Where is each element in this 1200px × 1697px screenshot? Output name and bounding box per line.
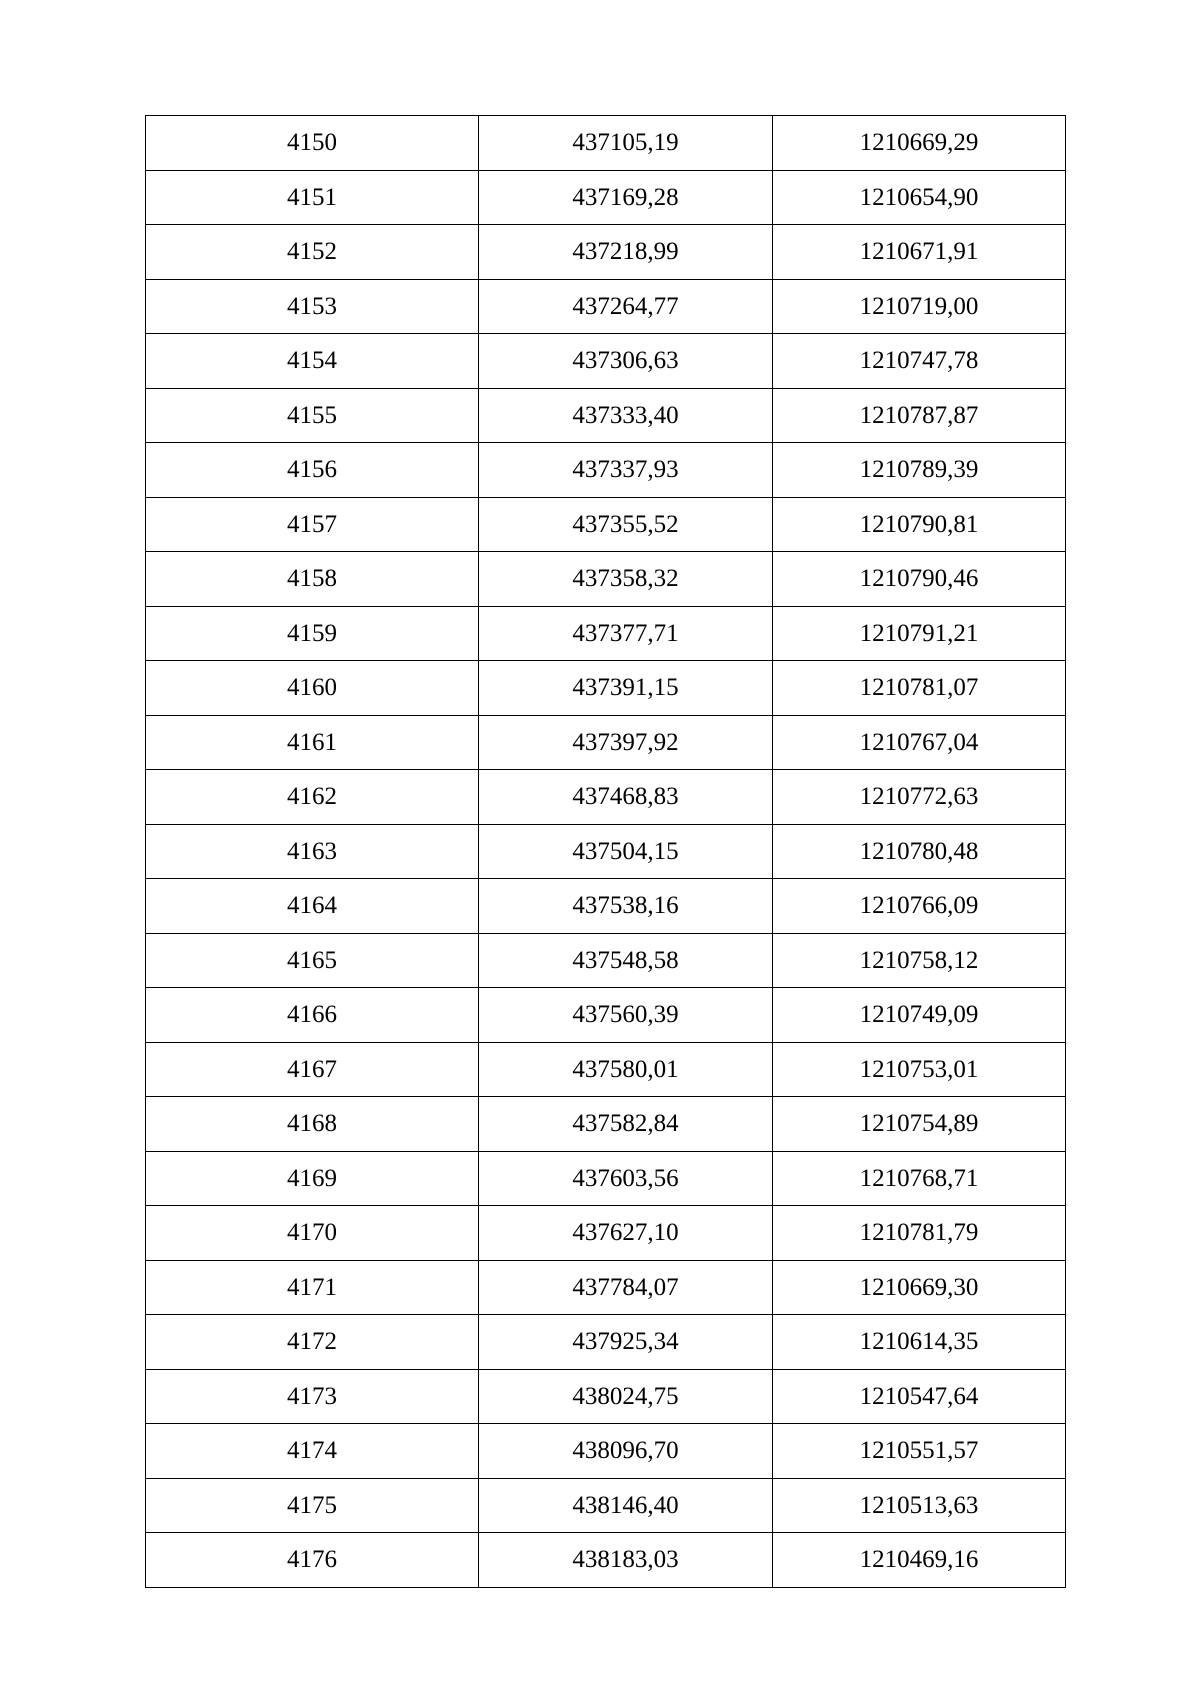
point-number-cell: 4163: [146, 824, 479, 879]
point-number-cell: 4159: [146, 606, 479, 661]
point-number-cell: 4150: [146, 116, 479, 171]
point-number-cell: 4158: [146, 552, 479, 607]
y-coordinate-cell: 1210790,46: [773, 552, 1066, 607]
table-row: [146, 1097, 1066, 1152]
y-coordinate-cell: 1210749,09: [773, 988, 1066, 1043]
y-coordinate-cell: 1210671,91: [773, 225, 1066, 280]
point-number-cell: 4154: [146, 334, 479, 389]
point-number-cell: 4173: [146, 1369, 479, 1424]
table-row: [146, 770, 1066, 825]
point-number-cell: 4166: [146, 988, 479, 1043]
table-row: [146, 334, 1066, 389]
point-number-cell: 4153: [146, 279, 479, 334]
y-coordinate-cell: 1210780,48: [773, 824, 1066, 879]
y-coordinate-cell: 1210513,63: [773, 1478, 1066, 1533]
x-coordinate-cell: 437538,16: [479, 879, 773, 934]
y-coordinate-cell: 1210767,04: [773, 715, 1066, 770]
y-coordinate-cell: 1210772,63: [773, 770, 1066, 825]
x-coordinate-cell: 437548,58: [479, 933, 773, 988]
y-coordinate-cell: 1210669,29: [773, 116, 1066, 171]
table-row: [146, 1042, 1066, 1097]
point-number-cell: 4174: [146, 1424, 479, 1479]
table-row: [146, 497, 1066, 552]
x-coordinate-cell: 437306,63: [479, 334, 773, 389]
table-row: [146, 1424, 1066, 1479]
x-coordinate-cell: 437560,39: [479, 988, 773, 1043]
x-coordinate-cell: 437105,19: [479, 116, 773, 171]
y-coordinate-cell: 1210787,87: [773, 388, 1066, 443]
point-number-cell: 4157: [146, 497, 479, 552]
y-coordinate-cell: 1210547,64: [773, 1369, 1066, 1424]
y-coordinate-cell: 1210791,21: [773, 606, 1066, 661]
y-coordinate-cell: 1210781,79: [773, 1206, 1066, 1261]
x-coordinate-cell: 437169,28: [479, 170, 773, 225]
table-row: [146, 1315, 1066, 1370]
x-coordinate-cell: 437358,32: [479, 552, 773, 607]
y-coordinate-cell: 1210747,78: [773, 334, 1066, 389]
table-row: [146, 552, 1066, 607]
x-coordinate-cell: 438096,70: [479, 1424, 773, 1479]
x-coordinate-cell: 437582,84: [479, 1097, 773, 1152]
point-number-cell: 4167: [146, 1042, 479, 1097]
table-row: [146, 1369, 1066, 1424]
x-coordinate-cell: 437580,01: [479, 1042, 773, 1097]
y-coordinate-cell: 1210669,30: [773, 1260, 1066, 1315]
point-number-cell: 4155: [146, 388, 479, 443]
point-number-cell: 4169: [146, 1151, 479, 1206]
y-coordinate-cell: 1210654,90: [773, 170, 1066, 225]
y-coordinate-cell: 1210790,81: [773, 497, 1066, 552]
point-number-cell: 4156: [146, 443, 479, 498]
x-coordinate-cell: 438183,03: [479, 1533, 773, 1588]
y-coordinate-cell: 1210758,12: [773, 933, 1066, 988]
y-coordinate-cell: 1210469,16: [773, 1533, 1066, 1588]
x-coordinate-cell: 438024,75: [479, 1369, 773, 1424]
table-row: [146, 933, 1066, 988]
table-row: [146, 1533, 1066, 1588]
table-row: [146, 443, 1066, 498]
point-number-cell: 4176: [146, 1533, 479, 1588]
table-row: [146, 388, 1066, 443]
table-row: [146, 879, 1066, 934]
x-coordinate-cell: 437377,71: [479, 606, 773, 661]
point-number-cell: 4165: [146, 933, 479, 988]
point-number-cell: 4171: [146, 1260, 479, 1315]
y-coordinate-cell: 1210719,00: [773, 279, 1066, 334]
point-number-cell: 4162: [146, 770, 479, 825]
table-row: [146, 661, 1066, 716]
y-coordinate-cell: 1210753,01: [773, 1042, 1066, 1097]
table-row: [146, 225, 1066, 280]
x-coordinate-cell: 437468,83: [479, 770, 773, 825]
x-coordinate-cell: 437264,77: [479, 279, 773, 334]
y-coordinate-cell: 1210768,71: [773, 1151, 1066, 1206]
table-row: [146, 606, 1066, 661]
table-row: [146, 1206, 1066, 1261]
x-coordinate-cell: 437627,10: [479, 1206, 773, 1261]
point-number-cell: 4152: [146, 225, 479, 280]
x-coordinate-cell: 438146,40: [479, 1478, 773, 1533]
table-row: [146, 1260, 1066, 1315]
x-coordinate-cell: 437397,92: [479, 715, 773, 770]
point-number-cell: 4161: [146, 715, 479, 770]
y-coordinate-cell: 1210754,89: [773, 1097, 1066, 1152]
table-row: [146, 170, 1066, 225]
table-row: [146, 988, 1066, 1043]
y-coordinate-cell: 1210789,39: [773, 443, 1066, 498]
coordinates-table: [145, 115, 1066, 1588]
y-coordinate-cell: 1210766,09: [773, 879, 1066, 934]
table-row: [146, 116, 1066, 171]
table-row: [146, 279, 1066, 334]
x-coordinate-cell: 437355,52: [479, 497, 773, 552]
point-number-cell: 4170: [146, 1206, 479, 1261]
y-coordinate-cell: 1210551,57: [773, 1424, 1066, 1479]
y-coordinate-cell: 1210614,35: [773, 1315, 1066, 1370]
table-row: [146, 1151, 1066, 1206]
x-coordinate-cell: 437784,07: [479, 1260, 773, 1315]
point-number-cell: 4160: [146, 661, 479, 716]
table-row: [146, 824, 1066, 879]
x-coordinate-cell: 437337,93: [479, 443, 773, 498]
x-coordinate-cell: 437925,34: [479, 1315, 773, 1370]
point-number-cell: 4172: [146, 1315, 479, 1370]
x-coordinate-cell: 437391,15: [479, 661, 773, 716]
table-row: [146, 715, 1066, 770]
point-number-cell: 4164: [146, 879, 479, 934]
x-coordinate-cell: 437333,40: [479, 388, 773, 443]
x-coordinate-cell: 437504,15: [479, 824, 773, 879]
x-coordinate-cell: 437603,56: [479, 1151, 773, 1206]
point-number-cell: 4168: [146, 1097, 479, 1152]
x-coordinate-cell: 437218,99: [479, 225, 773, 280]
point-number-cell: 4175: [146, 1478, 479, 1533]
y-coordinate-cell: 1210781,07: [773, 661, 1066, 716]
point-number-cell: 4151: [146, 170, 479, 225]
table-row: [146, 1478, 1066, 1533]
coordinates-table-body: [146, 116, 1066, 1588]
